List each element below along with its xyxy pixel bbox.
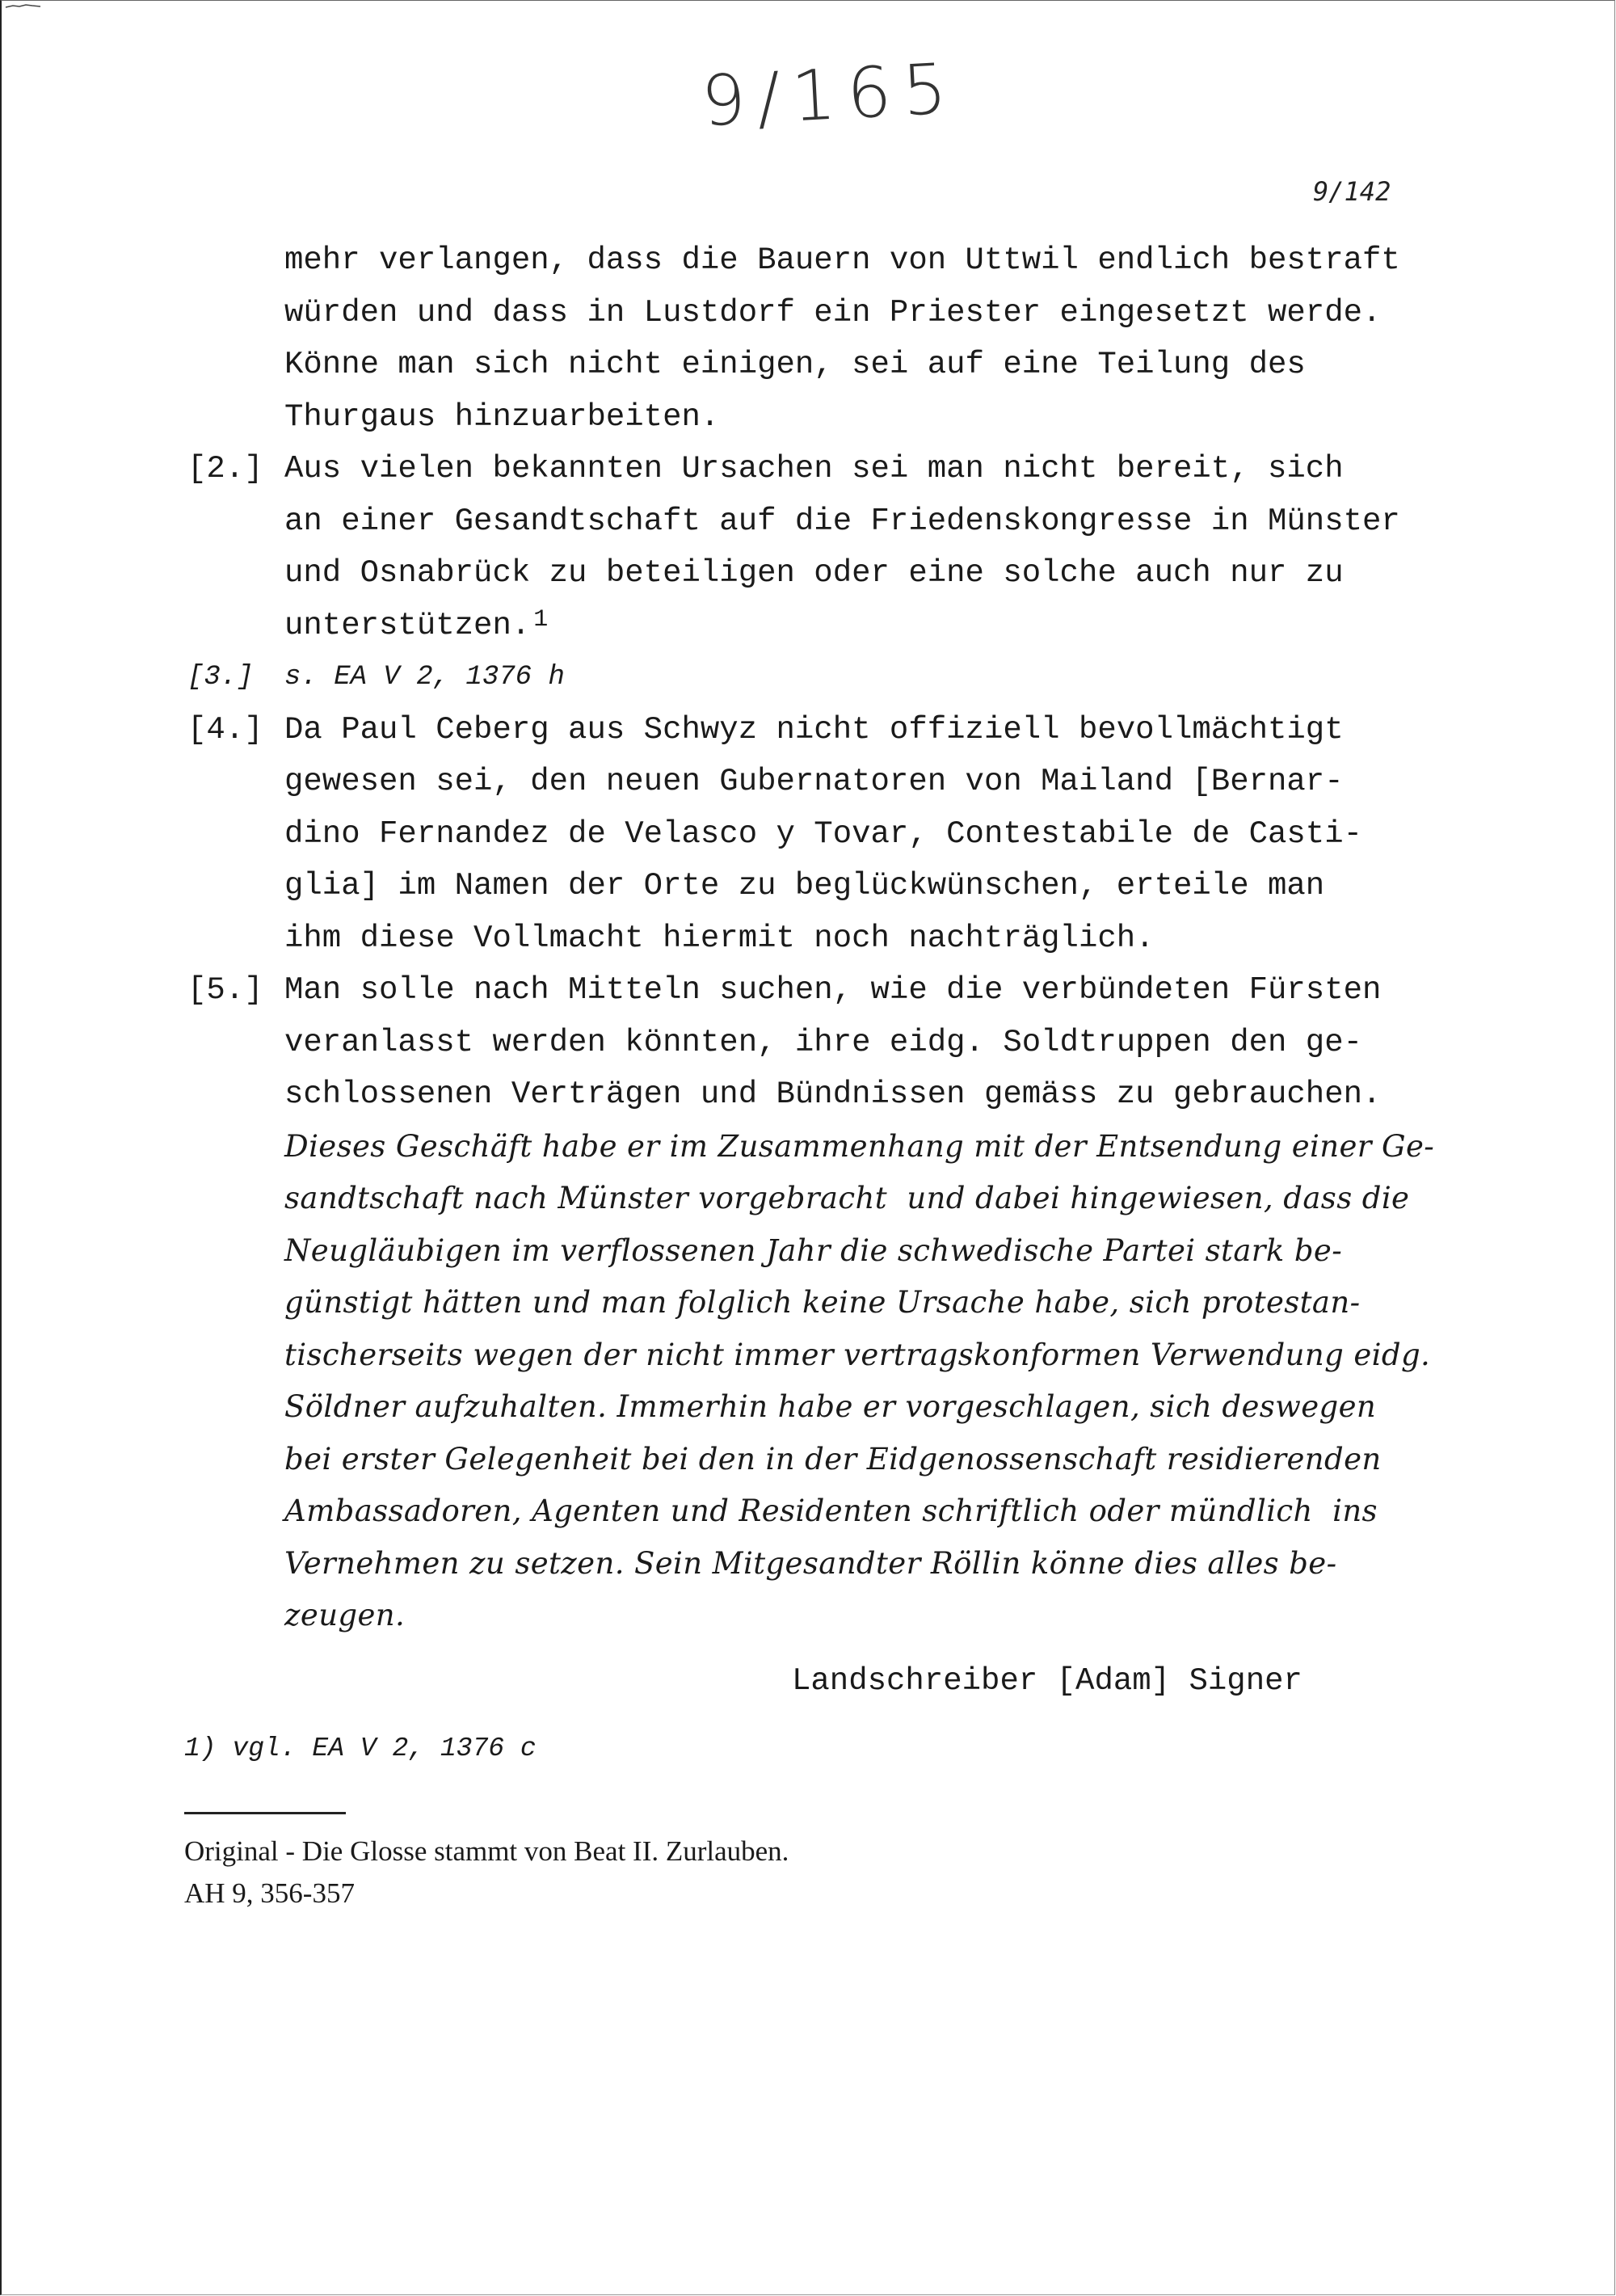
- gloss-line: bei erster Gelegenheit bei den in der Eidgenossenschaft residierenden: [284, 1441, 1382, 1477]
- signature: Landschreiber [Adam] Signer: [792, 1663, 1302, 1699]
- text-line: veranlasst werden könnten, ihre eidg. Soldtruppen den ge-: [284, 1024, 1363, 1060]
- paragraph-marker: [5.]: [187, 972, 263, 1008]
- text-line: dino Fernandez de Velasco y Tovar, Contestabile de Casti-: [284, 815, 1363, 852]
- text-line: und Osnabrück zu beteiligen oder eine solche auch nur zu: [284, 555, 1344, 591]
- paragraph-marker: [4.]: [187, 711, 263, 748]
- scan-corner-mark: [5, 3, 42, 10]
- gloss-line: günstigt hätten und man folglich keine Ursache habe, sich protestan-: [284, 1285, 1361, 1320]
- gloss-line: tischerseits wegen der nicht immer vertragskonformen Verwendung eidg.: [284, 1337, 1431, 1372]
- source-note-line: AH 9, 356-357: [184, 1877, 355, 1909]
- paragraph-marker: [2.]: [187, 451, 263, 487]
- text-line: [2.] Aus vielen bekannten Ursachen sei man nicht bereit, sich: [0, 443, 1616, 495]
- gloss-line: Dieses Geschäft habe er im Zusammenhang mit der Entsendung einer Ge-: [284, 1128, 1435, 1164]
- gloss-line: Söldner aufzuhalten. Immerhin habe er vorgeschlagen, sich deswegen: [284, 1389, 1377, 1424]
- text-line: würden und dass in Lustdorf ein Priester eingesetzt werde.: [284, 294, 1382, 331]
- footnote-ref: 1: [533, 605, 549, 634]
- text-line: gewesen sei, den neuen Gubernatoren von Mailand [Bernar-: [284, 764, 1344, 799]
- text-line: [3.] s. EA V 2, 1376 h: [0, 651, 1616, 704]
- footnote: 1) vgl. EA V 2, 1376 c: [184, 1734, 537, 1763]
- text-line: Könne man sich nicht einigen, sei auf eine Teilung des: [284, 347, 1306, 382]
- gloss-line: sandtschaft nach Münster vorgebracht und dabei hingewiesen, dass die: [284, 1181, 1410, 1215]
- text-line: [4.] Da Paul Ceberg aus Schwyz nicht offiziell bevollmächtigt: [0, 704, 1616, 756]
- source-note-line: Original - Die Glosse stammt von Beat II. Zurlauben.: [184, 1835, 789, 1867]
- text-line: an einer Gesandtschaft auf die Friedenskongresse in Münster: [284, 503, 1400, 539]
- text-line: mehr verlangen, dass die Bauern von Uttwil endlich bestraft: [284, 242, 1400, 278]
- text-line: unterstützen. $^1$: [284, 605, 549, 643]
- text-line: ihm diese Vollmacht hiermit noch nachträglich.: [284, 920, 1155, 956]
- gloss-line: zeugen.: [284, 1598, 406, 1632]
- page-number: 9/142: [1313, 176, 1391, 207]
- gloss-line: Vernehmen zu setzen. Sein Mitgesandter Röllin könne dies alles be-: [284, 1545, 1337, 1581]
- footnote-divider: [184, 1812, 346, 1814]
- source-note: [184, 1830, 789, 1915]
- gloss-line: Ambassadoren, Agenten und Residenten schriftlich oder mündlich ins: [284, 1493, 1378, 1528]
- document-body: [0, 234, 1616, 1642]
- text-line: glia] im Namen der Orte zu beglückwünschen, erteile man: [284, 868, 1325, 904]
- gloss-line: Neugläubigen im verflossenen Jahr die schwedische Partei stark be-: [284, 1232, 1343, 1268]
- text-line: schlossenen Verträgen und Bündnissen gemäss zu gebrauchen.: [284, 1076, 1382, 1112]
- handwritten-reference: 9/165: [699, 48, 961, 143]
- text-line: Thurgaus hinzuarbeiten.: [284, 398, 720, 435]
- text-line: [5.] Man solle nach Mitteln suchen, wie die verbündeten Fürsten: [0, 964, 1616, 1017]
- paragraph-marker: [3.]: [187, 662, 254, 693]
